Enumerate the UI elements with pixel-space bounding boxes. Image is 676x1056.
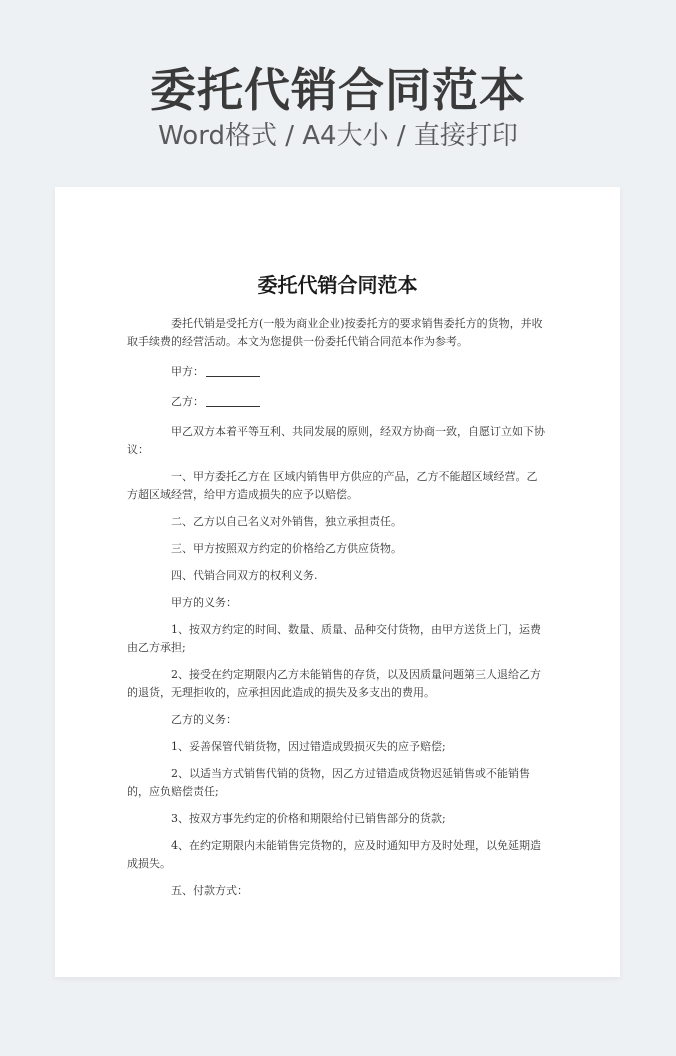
banner-subtitle: Word格式 / A4大小 / 直接打印 [158,121,518,151]
party-b-line [127,393,547,411]
party-a-label: 甲方： [171,365,204,378]
document-title: 委托代销合同范本 [257,273,418,297]
party-b-duty-3: 3、按双方事先约定的价格和期限给付已销售部分的货款; [171,812,446,825]
party-b-duty-2: 2、以适当方式销售代销的货物，因乙方过错造成货物迟延销售或不能销售的，应负赔偿责任; [127,767,530,798]
agreement-paragraph: 甲乙双方本着平等互利、共同发展的原则，经双方协商一致，自愿订立如下协议： [127,425,545,456]
document-body [127,315,547,909]
clause-5: 五、付款方式： [171,884,248,897]
party-b-duty-1: 1、妥善保管代销货物，因过错造成毁损灭失的应予赔偿; [171,740,446,753]
party-b-duties-heading: 乙方的义务： [171,713,237,726]
party-a-blank [206,364,260,377]
party-a-duty-1: 1、按双方约定的时间、数量、质量、品种交付货物，由甲方送货上门，运费由乙方承担; [127,623,541,654]
clause-3: 三、甲方按照双方约定的价格给乙方供应货物。 [171,542,402,555]
document-page [55,187,620,977]
clause-2: 二、乙方以自己名义对外销售，独立承担责任。 [171,515,402,528]
party-a-duties-heading: 甲方的义务： [171,596,237,609]
clause-4: 四、代销合同双方的权利义务. [171,569,318,582]
banner-title: 委托代销合同范本 [150,63,526,117]
party-b-duty-4: 4、在约定期限内未能销售完货物的，应及时通知甲方及时处理，以免延期造成损失。 [127,839,541,870]
party-b-label: 乙方： [171,395,204,408]
intro-paragraph: 委托代销是受托方(一般为商业企业)按委托方的要求销售委托方的货物，并收取手续费的经营活动。本文为您提供一份委托代销合同范本作为参考。 [127,317,543,348]
party-a-duty-2: 2、接受在约定期限内乙方未能销售的存货，以及因质量问题第三人退给乙方的退货，无理拒收的，应承担因此造成的损失及多支出的费用。 [127,668,541,699]
party-a-line [127,363,547,381]
clause-1: 一、甲方委托乙方在 区域内销售甲方供应的产品，乙方不能超区域经营。乙方超区域经营，给甲方造成损失的应予以赔偿。 [127,470,538,501]
party-b-blank [206,394,260,407]
